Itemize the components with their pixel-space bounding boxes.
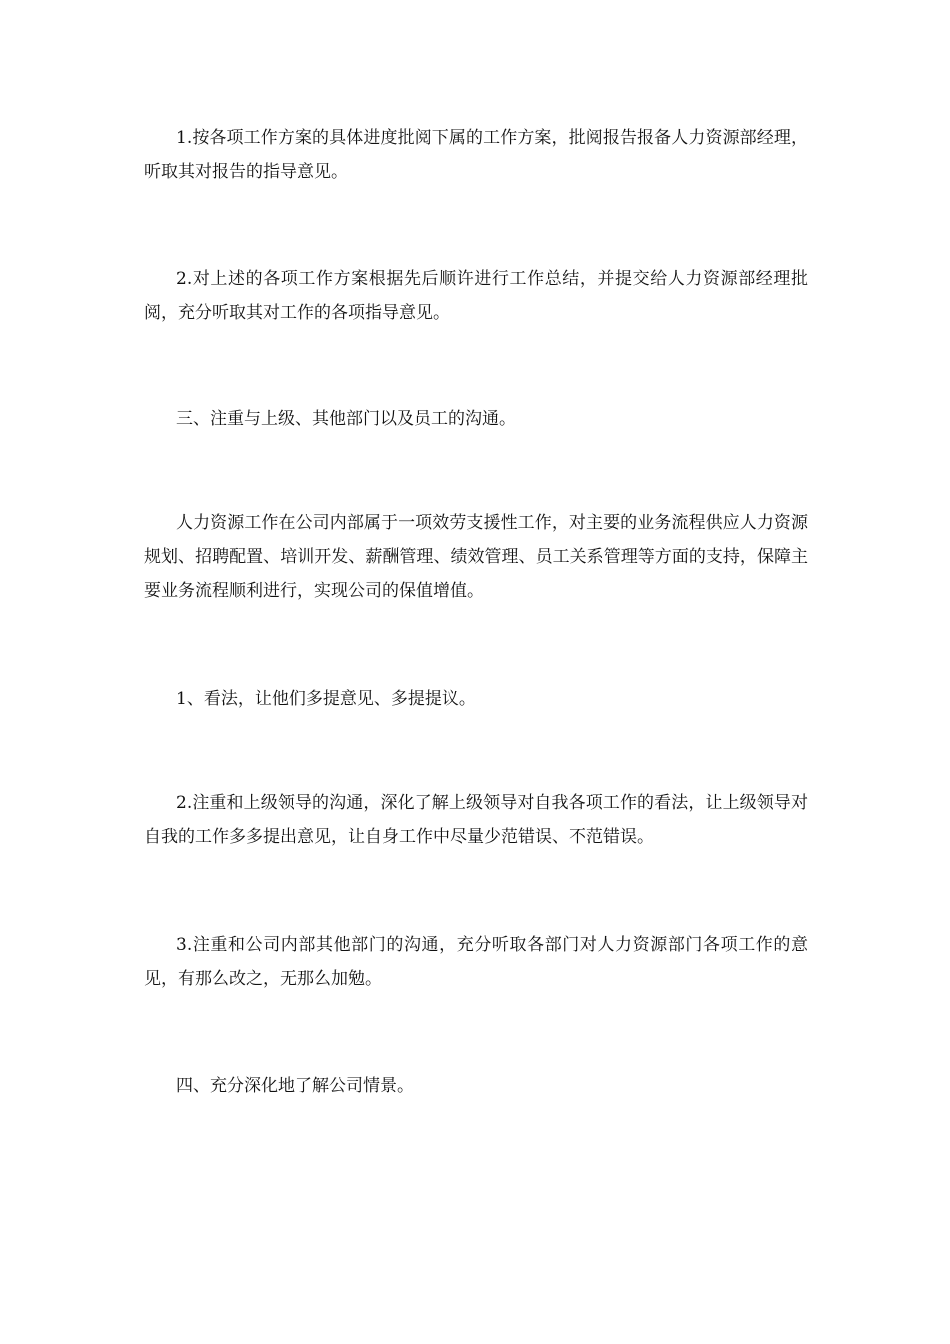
section-heading-company-understanding: 四、充分深化地了解公司情景。 — [176, 1076, 414, 1096]
paragraph-opinions: 1、看法，让他们多提意见、多提提议。 — [176, 689, 476, 709]
paragraph-review-plans: 1.按各项工作方案的具体进度批阅下属的工作方案，批阅报告报备人力资源部经理，听取其对报告的指导意见。 — [144, 128, 808, 182]
paragraph-hr-support: 人力资源工作在公司内部属于一项效劳支援性工作，对主要的业务流程供应人力资源规划、招聘配置、培训开发、薪酬管理、绩效管理、员工关系管理等方面的支持，保障主要业务流程顺利进行，实现公司的保值增值。 — [144, 513, 808, 601]
section-heading-communication: 三、注重与上级、其他部门以及员工的沟通。 — [176, 409, 516, 429]
paragraph-superior-communication: 2.注重和上级领导的沟通，深化了解上级领导对自我各项工作的看法，让上级领导对自我的工作多多提出意见，让自身工作中尽量少范错误、不范错误。 — [144, 793, 808, 847]
paragraph-work-summary: 2.对上述的各项工作方案根据先后顺许进行工作总结，并提交给人力资源部经理批阅，充分听取其对工作的各项指导意见。 — [144, 269, 808, 323]
paragraph-department-communication: 3.注重和公司内部其他部门的沟通，充分听取各部门对人力资源部门各项工作的意见，有那么改之，无那么加勉。 — [144, 935, 808, 989]
